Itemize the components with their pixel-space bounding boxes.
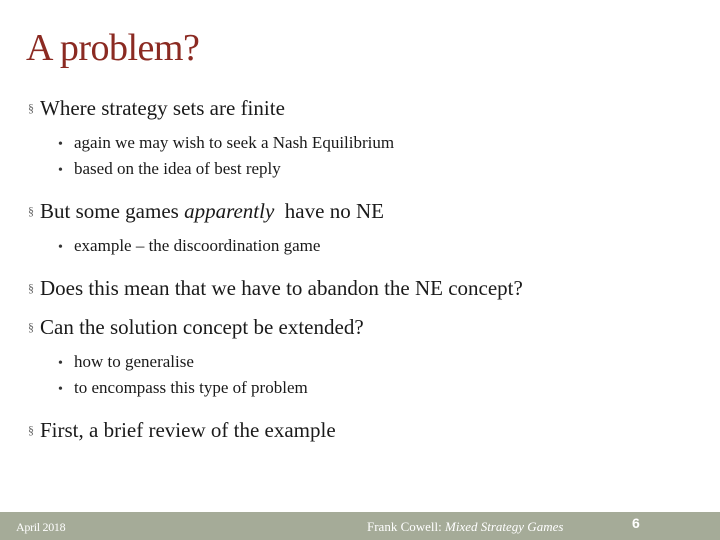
sub-bullet-point (58, 350, 708, 376)
footer-bar (0, 512, 720, 540)
dot-bullet-icon: • (58, 240, 63, 255)
dot-bullet-icon: • (58, 163, 63, 178)
sub-bullet-point (58, 131, 708, 157)
emphasis-text: apparently (184, 199, 275, 223)
sub-list (28, 131, 708, 183)
dot-bullet-icon: • (58, 356, 63, 371)
sub-list (28, 234, 708, 260)
section-bullet-icon: § (28, 281, 34, 295)
footer-date: April 2018 (16, 520, 66, 534)
bullet-point (28, 313, 708, 344)
bullet-text (40, 197, 384, 225)
dot-bullet-icon: • (58, 382, 63, 397)
bullet-point (28, 197, 708, 228)
bullet-text: Can the solution concept be extended? (40, 315, 364, 339)
bullet-text: First, a brief review of the example (40, 418, 336, 442)
sub-bullet-point (58, 376, 708, 402)
section-bullet-icon: § (28, 320, 34, 334)
sub-bullet-text: how to generalise (74, 352, 194, 371)
bullet-list (28, 94, 708, 447)
sub-bullet-text: again we may wish to seek a Nash Equilibrium (74, 133, 395, 152)
footer-author: Frank Cowell: (367, 519, 445, 534)
bullet-text: Does this mean that we have to abandon the NE concept? (40, 276, 523, 300)
sub-bullet-point (58, 157, 708, 183)
dot-bullet-icon: • (58, 137, 63, 152)
footer-credit (367, 519, 563, 535)
section-bullet-icon: § (28, 101, 34, 115)
bullet-text-part: But some games (40, 199, 185, 223)
bullet-text: Where strategy sets are finite (40, 96, 285, 120)
sub-bullet-text: based on the idea of best reply (74, 159, 281, 178)
section-bullet-icon: § (28, 204, 34, 218)
sub-bullet-point (58, 234, 708, 260)
sub-bullet-text: to encompass this type of problem (74, 378, 308, 397)
footer-course: Mixed Strategy Games (445, 519, 564, 534)
page-number: 6 (632, 515, 640, 531)
sub-bullet-text: example – the discoordination game (74, 236, 321, 255)
bullet-point (28, 274, 708, 305)
sub-list (28, 350, 708, 402)
slide-title: A problem? (26, 27, 200, 69)
bullet-text-part: have no NE (274, 199, 384, 223)
section-bullet-icon: § (28, 423, 34, 437)
bullet-point (28, 94, 708, 125)
bullet-point (28, 416, 708, 447)
